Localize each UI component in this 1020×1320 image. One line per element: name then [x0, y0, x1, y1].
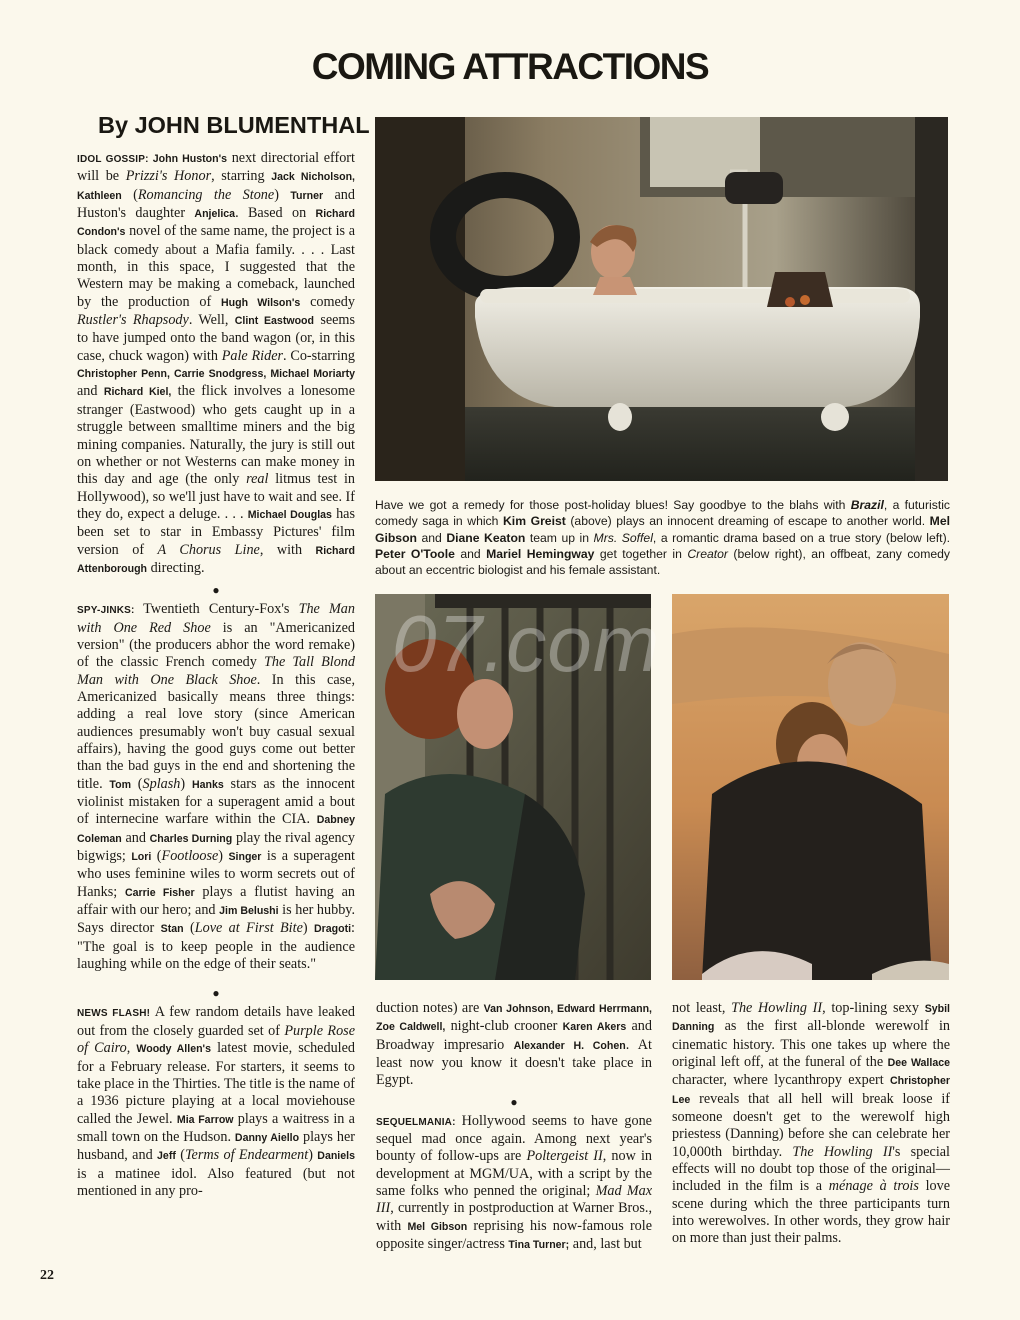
text-run: Brazil [850, 498, 884, 512]
sequelmania-continued [672, 1000, 950, 1248]
text-run: Carrie Fisher [125, 886, 195, 899]
text-run: ( [175, 1147, 185, 1164]
text-run: (below right), an offbeat, zany comedy about an eccentric biologist and his female assistant. [375, 546, 950, 578]
text-run: 's special effects will no doubt top those of the original—included in the film is a [672, 1143, 951, 1195]
text-run: Turner [290, 189, 324, 202]
text-run: Singer [228, 851, 262, 864]
text-run: and [77, 383, 104, 400]
text-run: litmus test in Hollywood), so we'll just have to wait and see. If they do, expect a deluge. . . . [77, 471, 356, 522]
text-run: has been set to star in Embassy Pictures' film version of [77, 505, 356, 558]
article-column-1 [77, 150, 355, 1200]
text-run: Dee Wallace [887, 1057, 950, 1070]
text-run: Danny Aiello [234, 1131, 300, 1144]
text-run: Van Johnson, Edward Herrmann, Zoe Caldwell, [376, 1003, 652, 1034]
text-run: Sybil Danning [672, 1003, 951, 1034]
text-run: Prizzi's Honor [125, 168, 212, 185]
text-run: , [126, 1040, 137, 1057]
text-run: is a superagent who uses feminine wiles to worm secrets out of Hanks; [77, 848, 356, 900]
text-run: Richard Condon's [77, 208, 355, 239]
text-run: (above) plays an innocent dreaming of escape to another world. [565, 514, 930, 529]
text-run: ) [218, 848, 229, 865]
text-run: get together in [594, 546, 688, 561]
text-run: directing. [147, 559, 205, 576]
text-run: : "The goal is to keep people in the audience laughing while on the edge of their seats." [77, 920, 355, 973]
text-run: Richard Kiel, [103, 386, 172, 399]
text-run: and [416, 530, 447, 545]
article-column-3 [672, 1000, 950, 1248]
article-column-2 [376, 1000, 652, 1254]
text-run: The Howling II [792, 1143, 893, 1160]
text-run: is an "Americanized version" (the producers abhor the word remake) of the classic French comedy [77, 619, 355, 671]
text-run: Hugh Wilson's [220, 296, 301, 309]
text-run: Mia Farrow [176, 1113, 234, 1126]
text-run: Mel Gibson [375, 514, 950, 545]
text-run: ) [308, 1147, 318, 1164]
text-run: is a matinee idol. Also featured (but not mentioned in any pro- [77, 1165, 355, 1199]
byline: By JOHN BLUMENTHAL [98, 112, 370, 138]
text-run: Jack Nicholson, Kathleen [77, 171, 355, 202]
text-run: next directorial effort will be [77, 150, 355, 185]
text-run: Hollywood seems to have gone sequel mad once again. Among next year's bounty of follow-ups are [376, 1112, 652, 1165]
text-run: . Based on [235, 205, 316, 222]
text-run: Dabney Coleman [77, 814, 355, 845]
text-run: novel of the same name, the project is a black comedy about a Mafia family. . . . Last month, in this space, I suggested that the Western may be making a comeback, launched by the production of [77, 223, 355, 310]
text-run: comedy [300, 293, 355, 310]
text-run: Daniels [317, 1150, 355, 1163]
text-run: Diane Keaton [446, 530, 526, 545]
text-run: Richard Attenborough [77, 544, 355, 575]
text-run: plays her husband, and [77, 1128, 355, 1164]
text-run: Christopher Lee [672, 1075, 950, 1106]
text-run: and, last but [569, 1236, 642, 1253]
section-bullet: ● [212, 986, 220, 1001]
text-run: Kim Greist [503, 514, 566, 529]
text-run: ( [151, 848, 162, 865]
news-flash-paragraph [77, 1004, 355, 1200]
text-run: Dragoti [313, 923, 352, 936]
spy-jinks-paragraph [77, 601, 355, 973]
text-run: A few random details have leaked out from the closely guarded set of [77, 1004, 355, 1039]
text-run: and [121, 829, 150, 846]
page-number: 22 [40, 1268, 54, 1283]
text-run: reveals that all hell will break loose if someone doesn't get to the werewolf high priestess (Danning) before she can celebrate her 10,000th birthday. [672, 1090, 950, 1160]
text-run: John Huston's [152, 153, 228, 165]
creator-beach-photo [672, 594, 949, 980]
text-run: . Well, [188, 312, 235, 329]
text-run: Mel Gibson [407, 1220, 468, 1233]
text-run: ) [180, 775, 192, 792]
text-run: SEQUELMANIA: [376, 1116, 462, 1128]
watermark: 07.com [392, 599, 661, 688]
text-run: Hanks [191, 778, 224, 791]
text-run: A Chorus Line [157, 541, 260, 558]
text-run: , with [259, 541, 316, 558]
text-run: as the first all-blonde werewolf in cinematic history. This one takes up where the original left off, at the funeral of the [672, 1018, 950, 1071]
text-run: . In this case, Americanized basically means three things: adding a real love story (since American audiences presumably won't buy casual sexual affairs), having the good guys come out better than the bad guys in the end and shortening the title. [77, 671, 355, 792]
text-run: Mad Max III [376, 1183, 652, 1217]
text-run: Footloose [161, 848, 219, 865]
text-run: IDOL GOSSIP: [77, 154, 153, 165]
text-run: Anjelica [194, 208, 236, 221]
photo-caption [375, 497, 950, 578]
text-run: Poltergeist II [526, 1148, 603, 1165]
text-run: plays a flutist having an affair with our hero; and [77, 883, 355, 919]
text-run: Pale Rider [221, 347, 284, 364]
text-run: ) [302, 920, 314, 937]
text-run: , top-lining sexy [822, 1000, 925, 1016]
text-run: ) [274, 186, 291, 203]
text-run: is her hubby. Says director [77, 902, 356, 937]
text-run: Terms of Endearment [184, 1147, 309, 1164]
text-run: ( [183, 920, 195, 937]
text-run: , starring [211, 168, 272, 185]
text-run: the flick involves a lonesome stranger (Eastwood) who gets caught up in a struggle between smalltime miners and the big mining companies. Naturally, the jury is still out on whether or not Westerns can make money in this day and age (the only [77, 383, 355, 488]
section-bullet: ● [212, 583, 220, 598]
text-run: love scene during which the three participants turn into werewolves. In other words, they grow hair on more than just their palms. [672, 1178, 950, 1247]
text-run: Purple Rose of Cairo [77, 1022, 355, 1057]
text-run: plays a waitress in a small town on the Hudson. [77, 1110, 355, 1145]
text-run: Rustler's Rhapsody [77, 312, 189, 329]
text-run: and Huston's daughter [77, 186, 355, 222]
text-run: Charles Durning [149, 832, 233, 845]
text-run: Jim Belushi [219, 905, 279, 918]
text-run: , currently in postproduction at Warner Bros., with [376, 1200, 652, 1234]
text-run: play the rival agency bigwigs; [77, 829, 355, 865]
text-run: night-club crooner [445, 1018, 563, 1035]
text-run: SPY-JINKS: [77, 605, 144, 617]
news-flash-continued [376, 1000, 652, 1090]
text-run: , a romantic drama based on a true story (below left). [652, 530, 951, 545]
text-run: ménage à trois [828, 1178, 919, 1195]
text-run: Have we got a remedy for those post-holiday blues! Say goodbye to the blahs with [375, 498, 851, 512]
headline: COMING ATTRACTIONS [311, 46, 709, 87]
brazil-bathtub-photo [375, 117, 948, 481]
text-run: , a futuristic comedy saga in which [375, 498, 951, 529]
text-run: not least, [672, 1000, 732, 1016]
text-run: ( [121, 186, 138, 203]
text-run: reprising his now-famous role opposite singer/actress [376, 1217, 652, 1253]
text-run: , now in development at MGM/UA, with a script by the same folks who penned the original; [376, 1148, 652, 1200]
text-run: Tom [109, 778, 131, 791]
text-run: Creator [687, 546, 728, 561]
text-run: seems to have jumped onto the band wagon (or, in this case, chuck wagon) with [77, 312, 355, 364]
text-run: stars as the innocent violinist mistaken for a superagent amid a bout of internecine warfare within the CIA. [77, 775, 355, 828]
text-run: duction notes) are [376, 1000, 484, 1016]
text-run: Splash [142, 775, 181, 792]
text-run: team up in [525, 530, 594, 545]
text-run: The Tall Blond Man with One Black Shoe [77, 654, 355, 688]
text-run: Michael Douglas [247, 508, 332, 521]
text-run: . At least now you know it doesn't take place in Egypt. [376, 1036, 652, 1089]
text-run: Karen Akers [562, 1021, 627, 1034]
text-run: and [454, 546, 487, 561]
text-run: Love at First Bite [194, 920, 303, 937]
text-run: Romancing the Stone [137, 186, 275, 203]
sequelmania-paragraph [376, 1113, 652, 1255]
text-run: Mrs. Soffel [593, 530, 653, 545]
text-run: Stan [160, 923, 184, 936]
text-run: Woody Allen's [136, 1043, 211, 1056]
text-run: and Broadway impresario [376, 1018, 652, 1053]
text-run: ( [131, 775, 143, 792]
text-run: character, where lycanthropy expert [672, 1072, 890, 1089]
text-run: The Man with One Red Shoe [77, 601, 355, 636]
idol-gossip-paragraph [77, 150, 355, 578]
text-run: Jeff [157, 1150, 176, 1163]
text-run: The Howling II [731, 1000, 823, 1016]
text-run: Twentieth Century-Fox's [143, 601, 299, 618]
text-run: NEWS FLASH! [77, 1008, 155, 1020]
text-run: Alexander H. Cohen [513, 1039, 626, 1052]
text-run: latest movie, scheduled for a February release. For starters, it seems to take place in the Thirties. The title is the name of a 1936 picture playing at a local moviehouse called the Jewel. [77, 1040, 356, 1127]
text-run: Clint Eastwood [234, 315, 314, 328]
text-run: Christopher Penn, Carrie Snodgress, Michael Moriarty [77, 368, 355, 381]
text-run: Lori [131, 851, 152, 864]
text-run: Mariel Hemingway [486, 546, 595, 561]
text-run: Peter O'Toole [375, 546, 455, 561]
text-run: real [246, 471, 269, 488]
section-bullet: ● [510, 1094, 518, 1109]
text-run: Tina Turner; [508, 1239, 570, 1252]
text-run: . Co-starring [283, 347, 355, 364]
